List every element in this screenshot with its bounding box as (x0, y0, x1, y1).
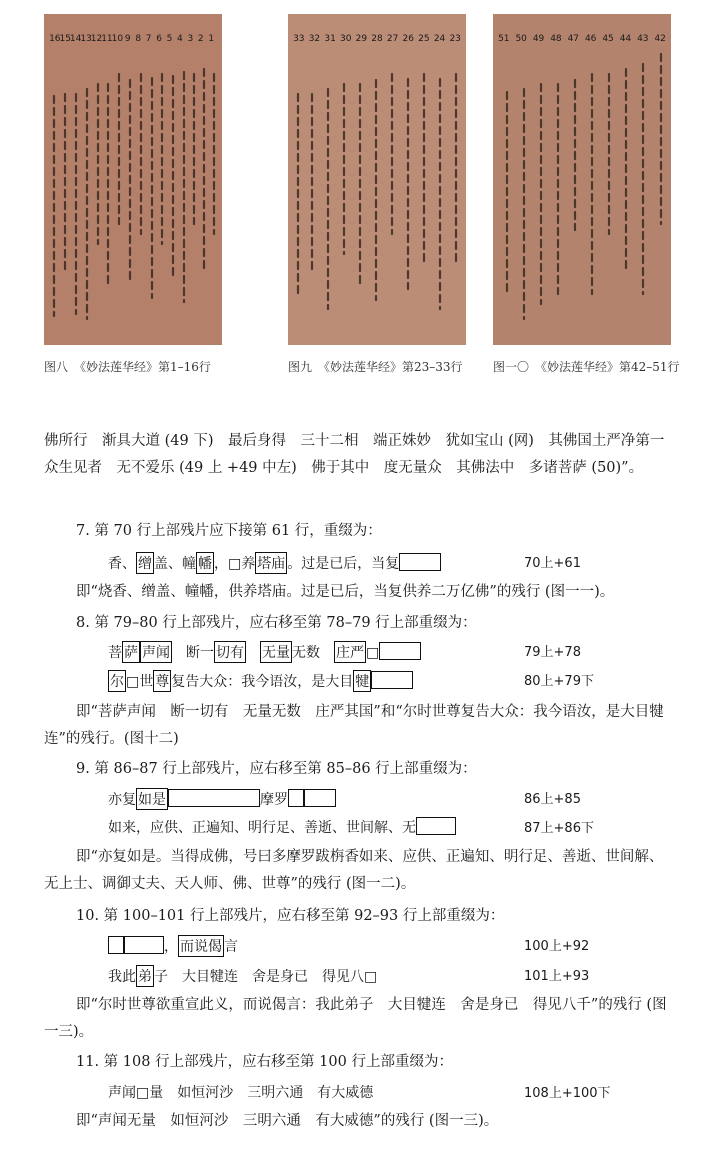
section-9-conclusion: 即“亦复如是。当得成佛，号曰多摩罗跋栴香如来、应供、正遍知、明行足、善逝、世间解、无上士、调御丈夫、天人师、佛、世尊”的残行 (图一二)。 (44, 849, 664, 892)
figure-8-manuscript (44, 14, 222, 345)
line-number: 31 (324, 34, 336, 44)
fragment-text: 声闻□量 如恒河沙 三明六通 有大威德 (108, 1085, 374, 1101)
boxed-char: 缯 (136, 552, 154, 574)
line-number: 8 (135, 34, 142, 44)
line-number: 42 (654, 34, 666, 44)
boxed-char: 塔庙 (255, 552, 287, 574)
join-reference: 100上+92 (524, 939, 590, 954)
section-11-heading: 11. 第 108 行上部残片，应右移至第 100 行上部重缀为： (76, 1054, 453, 1070)
section-7-conclusion: 即“烧香、缯盖、幢幡，供养塔庙。过是已后，当复供养二万亿佛”的残行 (图一一)。 (76, 584, 615, 600)
fragment-text: 我此 弟 子 大目犍连 舍是身已 得见八□ (108, 965, 377, 987)
boxed-char: 而说偈 (178, 935, 224, 957)
line-number: 50 (515, 34, 527, 44)
line-number: 2 (197, 34, 204, 44)
lacuna (288, 789, 304, 807)
section-9-heading: 9. 第 86–87 行上部残片，应右移至第 85–86 行上部重缀为： (76, 761, 477, 777)
line-number: 43 (637, 34, 649, 44)
lacuna (124, 936, 164, 954)
figure-9-caption: 图九 《妙法莲华经》第23–33行 (288, 360, 463, 374)
fragment-text: 尔 □世 尊 复告大众：我今语汝，是大目 犍 (108, 670, 413, 692)
line-number: 49 (532, 34, 545, 44)
boxed-char: 声闻 (140, 641, 172, 663)
manuscript-photo (493, 14, 671, 345)
line-number: 27 (386, 34, 399, 44)
reconstruction-row (108, 965, 628, 987)
line-number: 3 (187, 34, 194, 44)
boxed-char: 庄严 (334, 641, 366, 663)
manuscript-photo (44, 14, 222, 345)
line-number: 15 (59, 34, 71, 44)
line-number: 7 (145, 34, 152, 44)
line-number: 14 (69, 34, 82, 44)
line-number: 32 (308, 34, 321, 44)
reconstruction-row (108, 817, 628, 839)
boxed-char: 萨 (122, 641, 140, 663)
reconstruction-row (108, 788, 628, 810)
line-number: 33 (293, 34, 305, 44)
boxed-char: 切有 (214, 641, 246, 663)
lacuna (304, 789, 336, 807)
fragment-text: 如来，应供、正遍知、明行足、善逝、世间解、无 (108, 817, 456, 837)
boxed-char: 幡 (196, 552, 214, 574)
reconstruction-row (108, 670, 628, 692)
line-number: 6 (156, 34, 162, 44)
line-number: 12 (90, 34, 103, 44)
reconstruction-row (108, 935, 628, 957)
boxed-char: 如是 (136, 788, 168, 810)
join-reference: 101上+93 (524, 969, 590, 984)
line-number: 1 (208, 34, 215, 44)
boxed-char: 尔 (108, 670, 126, 692)
section-11-conclusion: 即“声闻无量 如恒河沙 三明六通 有大威德”的残行 (图一三)。 (76, 1113, 499, 1129)
join-reference: 108上+100下 (524, 1086, 611, 1101)
line-number: 46 (584, 34, 597, 44)
line-number: 23 (449, 34, 461, 44)
fragment-text: 香、 缯 盖、幢 幡 ，□养 塔庙 。过是已后，当复 (108, 552, 441, 574)
line-number: 29 (355, 34, 368, 44)
line-number: 51 (498, 34, 510, 44)
line-numbers (48, 34, 218, 50)
lacuna (416, 817, 456, 835)
line-number: 11 (101, 34, 113, 44)
fragment-text: 菩 萨 声闻 断一 切有 无量 无数 庄严 □ (108, 641, 421, 663)
section-10-heading: 10. 第 100–101 行上部残片，应右移至第 92–93 行上部重缀为： (76, 908, 505, 924)
join-reference: 79上+78 (524, 645, 581, 660)
lacuna (399, 553, 441, 571)
boxed-char: 犍 (353, 670, 371, 692)
line-number: 28 (371, 34, 383, 44)
line-number: 26 (402, 34, 414, 44)
line-numbers (497, 34, 667, 50)
boxed-char: 尊 (153, 670, 171, 692)
join-reference: 70上+61 (524, 556, 581, 571)
lacuna (371, 671, 413, 689)
line-number: 25 (418, 34, 430, 44)
section-8-heading: 8. 第 79–80 行上部残片，应右移至第 78–79 行上部重缀为： (76, 615, 477, 631)
section-10-conclusion: 即“尔时世尊欲重宣此义，而说偈言：我此弟子 大目犍连 舍是身已 得见八千”的残行 (图一三)。 (44, 997, 667, 1040)
line-number: 10 (111, 34, 124, 44)
lacuna (108, 936, 124, 954)
line-number: 13 (80, 34, 92, 44)
reconstruction-row (108, 641, 628, 663)
line-number: 47 (567, 34, 580, 44)
line-number: 45 (602, 34, 614, 44)
reconstruction-row (108, 1082, 628, 1104)
fragment-text: ， 而说偈 言 (108, 935, 238, 957)
fragment-text: 亦复 如是 摩罗 (108, 788, 336, 810)
figure-8-caption: 图八 《妙法莲华经》第1–16行 (44, 360, 211, 374)
line-numbers (292, 34, 462, 50)
section-8-conclusion: 即“菩萨声闻 断一切有 无量无数 庄严其国”和“尔时世尊复告大众：我今语汝，是大目犍连”的残行。(图十二) (44, 704, 664, 747)
line-number: 16 (49, 34, 61, 44)
line-number: 9 (124, 34, 131, 44)
line-number: 30 (339, 34, 352, 44)
figure-10-caption: 图一〇 《妙法莲华经》第42–51行 (493, 360, 680, 374)
line-number: 4 (177, 34, 183, 44)
boxed-char: 无量 (260, 641, 292, 663)
intro-paragraph: 佛所行 渐具大道 (49 下) 最后身得 三十二相 端正姝妙 犹如宝山 (网) 其佛国土严净第一 众生见者 无不爱乐 (49 上 +49 中左) 佛于其中 度无量众 其佛法中 多诸菩萨 (50)”。 (44, 433, 679, 476)
figure-10-manuscript (493, 14, 671, 345)
section-7-heading: 7. 第 70 行上部残片应下接第 61 行，重缀为： (76, 523, 382, 539)
lacuna (379, 642, 421, 660)
reconstruction-row (108, 552, 628, 574)
line-number: 5 (166, 34, 173, 44)
figure-9-manuscript (288, 14, 466, 345)
line-number: 48 (550, 34, 562, 44)
manuscript-photo (288, 14, 466, 345)
line-number: 44 (619, 34, 632, 44)
join-reference: 80上+79下 (524, 674, 594, 689)
boxed-char: 弟 (136, 965, 154, 987)
lacuna (168, 789, 260, 807)
join-reference: 86上+85 (524, 792, 581, 807)
join-reference: 87上+86下 (524, 821, 594, 836)
line-number: 24 (433, 34, 446, 44)
